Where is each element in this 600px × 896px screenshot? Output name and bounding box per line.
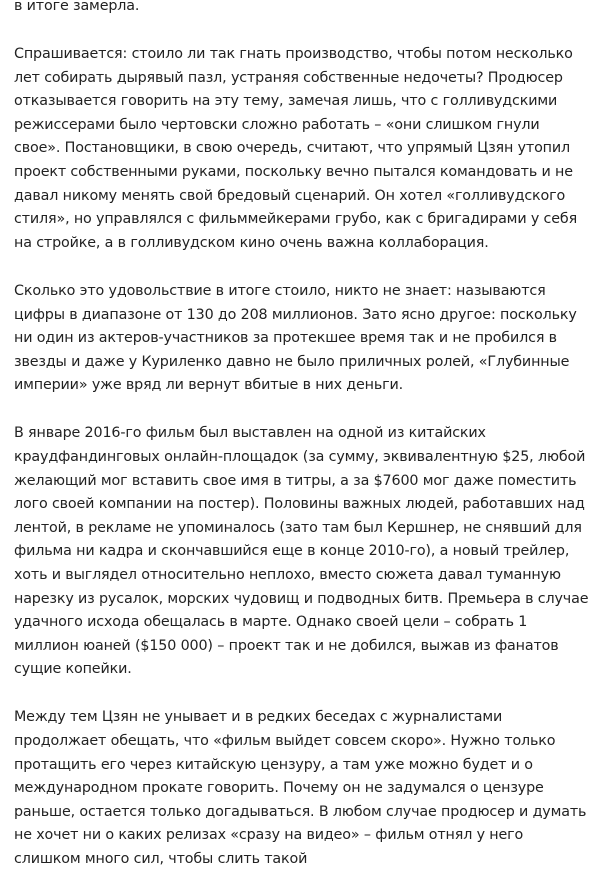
paragraph-censorship: Между тем Цзян не унывает и в редких беседах с журналистами продолжает обещать, что «фильм выйдет совсем скоро». Нужно только протащить его через китайскую цензуру, а там уже можно будет и о международном прокате говорить. Почему он не задумался о цензуре раньше, остается только догадываться. В любом случае продюсер и думать не хочет ни о каких релизах «сразу на видео» – фильм отнял у него слишком много сил, чтобы слить такой [14, 709, 587, 867]
paragraph-intro-tail: в итоге замерла. [14, 0, 140, 14]
paragraph-production-question: Спрашивается: стоило ли так гнать производство, чтобы потом несколько лет собирать дырявый пазл, устраняя собственные недочеты? Продюсер отказывается говорить на эту тему, замечая лишь, что с голливудскими режиссерами было чертовски сложно работать – «они слишком гнули свое». Постановщики, в свою очередь, считают, что упрямый Цзян утопил проект собственными руками, поскольку вечно пытался командовать и не давал никому менять свой бредовый сценарий. Он хотел «голливудского стиля», но управлялся с фильммейкерами грубо, как с бригадирами у себя на стройке, а в голливудском кино очень важна коллаборация. [14, 46, 578, 251]
article-body [14, 0, 590, 896]
paragraph-budget: Сколько это удовольствие в итоге стоило, никто не знает: называются цифры в диапазоне от 130 до 208 миллионов. Зато ясно другое: поскольку ни один из актеров-участников за протекшее время так и не пробился в звезды и даже у Куриленко давно не было приличных ролей, «Глубинные империи» уже вряд ли вернут вбитые в них деньги. [14, 282, 577, 394]
paragraph-crowdfunding: В январе 2016-го фильм был выставлен на одной из китайских краудфандинговых онлайн-площадок (за сумму, эквивалентную $25, любой желающий мог вставить свое имя в титры, а за $7600 мог даже поместить лого своей компании на постер). Половины важных людей, работавших над лентой, в рекламе не упоминалось (зато там был Кершнер, не снявший для фильма ни кадра и скончавшийся еще в конце 2010-го), а новый трейлер, хоть и выглядел относительно неплохо, вместо сюжета давал туманную нарезку из русалок, морских чудовищ и подводных битв. Премьера в случае удачного исхода обещалась в марте. Однако своей цели – собрать 1 миллион юаней ($150 000) – проект так и не добился, выжав из фанатов сущие копейки. [14, 425, 589, 678]
